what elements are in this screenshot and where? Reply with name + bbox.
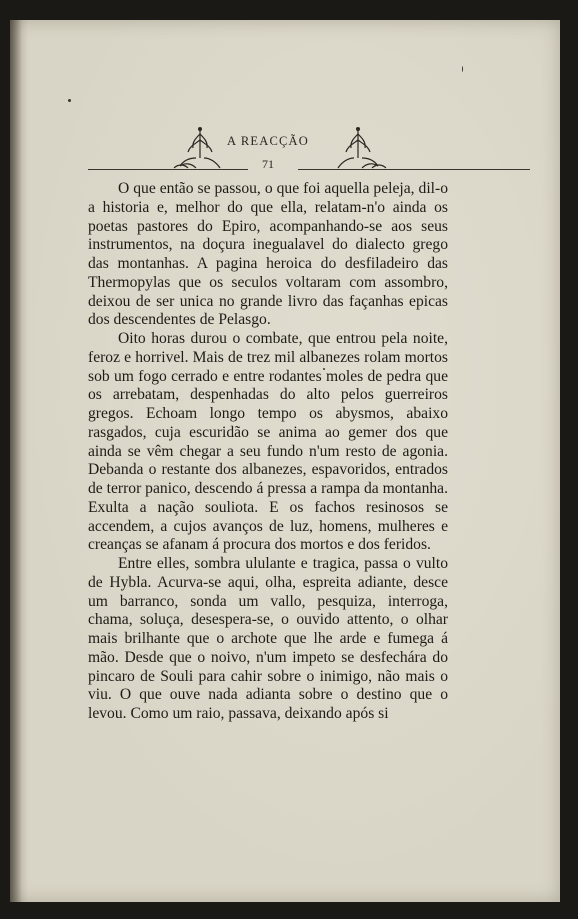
- page-header: [88, 124, 448, 176]
- body-text: [88, 180, 448, 724]
- paper-speck: [68, 99, 71, 102]
- paragraph: Oito horas durou o combate, que entrou pela noite, feroz e horrivel. Mais de trez mil albanezes rolam mortos sob um fogo cerrado e entre rodantes moles de pedra que os arrebatam, despenhadas do alto pelos guerreiros gregos. Echoam longo tempo os abysmos, abaixo rasgados, cuja escuridão se anima ao gemer dos que ainda se vêm chegar a seu fundo n'um resto de agonia. Debanda o restante dos albanezes, espavoridos, entrados de terror panico, descendo á pressa a rampa da montanha. Exulta a nação souliota. E os fachos resinosos se accendem, a cujos avanços de luz, homens, mulheres e creanças se afanam á procura dos mortos e dos feridos.: [88, 330, 448, 554]
- paragraph: O que então se passou, o que foi aquella peleja, dil-o a historia e, melhor do que ella, relatam-n'o ainda os poetas pastores do Epiro, acompanhando-se aos seus instrumentos, na doçura inegualavel do dialecto grego das montanhas. A pagina heroica do desfiladeiro das Thermopylas que os seculos voltaram com assombro, deixou de ser unica no grande livro das façanhas epicas dos descendentes de Pelasgo.: [88, 180, 448, 329]
- paper-speck: [462, 66, 463, 72]
- paragraph: Entre elles, sombra ululante e tragica, passa o vulto de Hybla. Acurva-se aqui, olha, espreita adiante, desce um barranco, sonda um vallo, pesquiza, interroga, chama, soluça, desespera-se, o ouvido attento, o olhar mais brilhante que o archote que lhe arde e fumega á mão. Desde que o noivo, n'um impeto se desfechára do pincaro de Souli para cahir sobre o inimigo, não mais o viu. O que ouve nada adianta sobre o destino que o levou. Como um raio, passava, deixando após si: [88, 555, 448, 722]
- page-number: 71: [262, 157, 274, 171]
- running-title: A REACÇÃO: [227, 134, 309, 148]
- page-gutter-shadow: [10, 20, 22, 902]
- header-rule-right: [298, 169, 530, 170]
